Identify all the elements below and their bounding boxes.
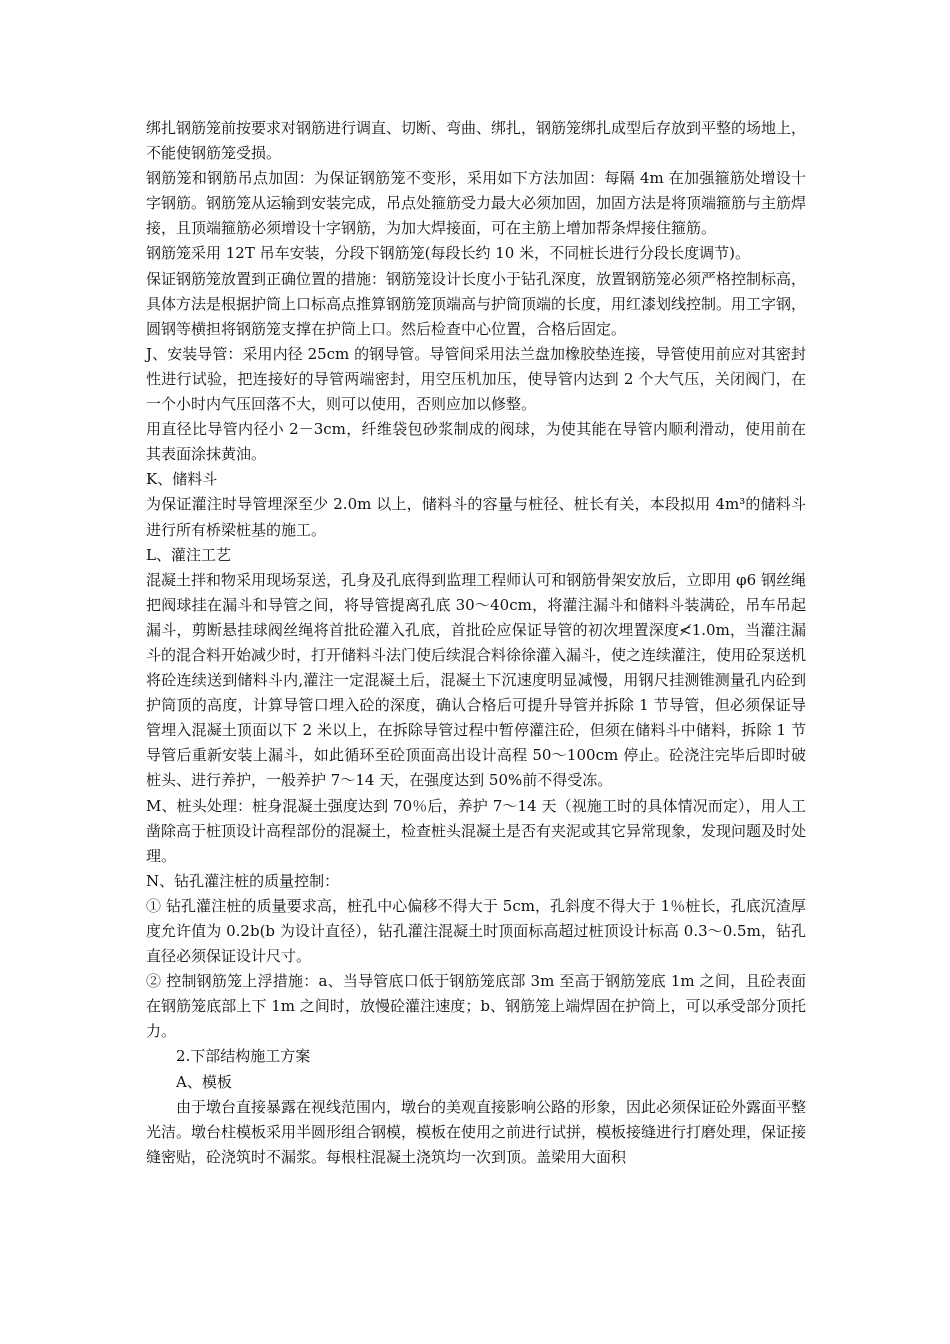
subheading-formwork: A、模板 <box>176 1072 232 1091</box>
paragraph-cage-positioning: 保证钢筋笼放置到正确位置的措施：钢筋笼设计长度小于钻孔深度，放置钢筋笼必须严格控制标高，具体方法是根据护筒上口标高点推算钢筋笼顶端高与护筒顶端的长度，用红漆划线控制。用工字钢，圆钢等横担将钢筋笼支撑在护筒上口。然后检查中心位置，合格后固定。 <box>146 269 807 338</box>
paragraph-formwork: 由于墩台直接暴露在视线范围内，墩台的美观直接影响公路的形象，因此必须保证砼外露面平整光洁。墩台柱模板采用半圆形组合钢模，模板在使用之前进行试拼，模板接缝进行打磨处理，保证接缝密贴，砼浇筑时不漏浆。每根柱混凝土浇筑均一次到顶。盖梁用大面积 <box>146 1097 807 1166</box>
heading-hopper: K、储料斗 <box>146 470 218 489</box>
paragraph-hopper: 为保证灌注时导管埋深至少 2.0m 以上，储料斗的容量与桩径、桩长有关，本段拟用 4m³的储料斗进行所有桥梁桩基的施工。 <box>146 495 806 539</box>
paragraph-crane-installation: 钢筋笼采用 12T 吊车安装，分段下钢筋笼(每段长约 10 米，不同桩长进行分段长度调节)。 <box>146 244 750 263</box>
paragraph-rebar-cage-binding: 绑扎钢筋笼前按要求对钢筋进行调直、切断、弯曲、绑扎，钢筋笼绑扎成型后存放到平整的场地上，不能使钢筋笼受损。 <box>146 119 807 163</box>
paragraph-lifting-point-reinforcement: 钢筋笼和钢筋吊点加固：为保证钢筋笼不变形，采用如下方法加固：每隔 4m 在加强箍筋处增设十字钢筋。钢筋笼从运输到安装完成，吊点处箍筋受力最大必须加固，加固方法是将顶端箍筋与主筋焊接，且顶端箍筋必须增设十字钢筋，为加大焊接面，可在主筋上增加帮条焊接住箍筋。 <box>146 169 807 238</box>
paragraph-valve-ball: 用直径比导管内径小 2－3cm，纤维袋包砂浆制成的阀球，为使其能在导管内顺利滑动，使用前在其表面涂抹黄油。 <box>146 420 806 464</box>
heading-quality-control: N、钻孔灌注桩的质量控制： <box>146 871 340 890</box>
paragraph-quality-item-2: ② 控制钢筋笼上浮措施：a、当导管底口低于钢筋笼底部 3m 至高于钢筋笼底 1m 之间，且砼表面在钢筋笼底部上下 1m 之间时，放慢砼灌注速度；b、钢筋笼上端焊固在护筒上，可以承受部分顶托力。 <box>146 972 806 1041</box>
paragraph-pouring-process: 混凝土拌和物采用现场泵送，孔身及孔底得到监理工程师认可和钢筋骨架安放后，立即用 φ6 钢丝绳把阀球挂在漏斗和导管之间，将导管提离孔底 30～40cm，将灌注漏斗和储料斗装满砼，吊车吊起漏斗，剪断悬挂球阀丝绳将首批砼灌入孔底，首批砼应保证导管的初次埋置深度≮1.0m，当灌注漏斗的混合料开始减少时，打开储料斗法门使后续混合料徐徐灌入漏斗，使之连续灌注，使用砼泵送机将砼连续送到储料斗内,灌注一定混凝土后，混凝土下沉速度明显减慢，用钢尺挂测锥测量孔内砼到护筒顶的高度，计算导管口埋入砼的深度，确认合格后可提升导管并拆除 1 节导管，但必须保证导管埋入混凝土顶面以下 2 米以上，在拆除导管过程中暂停灌注砼，但须在储料斗中储料，拆除 1 节导管后重新安装上漏斗，如此循环至砼顶面高出设计高程 50～100cm 停止。砼浇注完毕后即时破桩头、进行养护，一般养护 7～14 天，在强度达到 50%前不得受冻。 <box>146 570 807 790</box>
paragraph-pile-head-treatment: M、桩头处理：桩身混凝土强度达到 70％后，养护 7～14 天（视施工时的具体情况而定），用人工凿除高于桩顶设计高程部份的混凝土，检查桩头混凝土是否有夹泥或其它异常现象，发现问题及时处理。 <box>146 796 807 865</box>
paragraph-quality-item-1: ① 钻孔灌注桩的质量要求高，桩孔中心偏移不得大于 5cm，孔斜度不得大于 1％桩长，孔底沉渣厚度允许值为 0.2b(b 为设计直径），钻孔灌注混凝土时顶面标高超过桩顶设计标高 0.3～0.5m，钻孔直径必须保证设计尺寸。 <box>146 896 806 966</box>
paragraph-conduit-installation: J、安装导管：采用内径 25cm 的钢导管。导管间采用法兰盘加橡胶垫连接，导管使用前应对其密封性进行试验，把连接好的导管两端密封，用空压机加压，使导管内达到 2 个大气压，关闭阀门，在一个小时内气压回落不大，则可以使用，否则应加以修整。 <box>146 344 806 414</box>
section-heading-substructure: 2.下部结构施工方案 <box>176 1047 311 1066</box>
heading-pouring-process: L、灌注工艺 <box>146 545 231 564</box>
document-page <box>146 116 806 1170</box>
